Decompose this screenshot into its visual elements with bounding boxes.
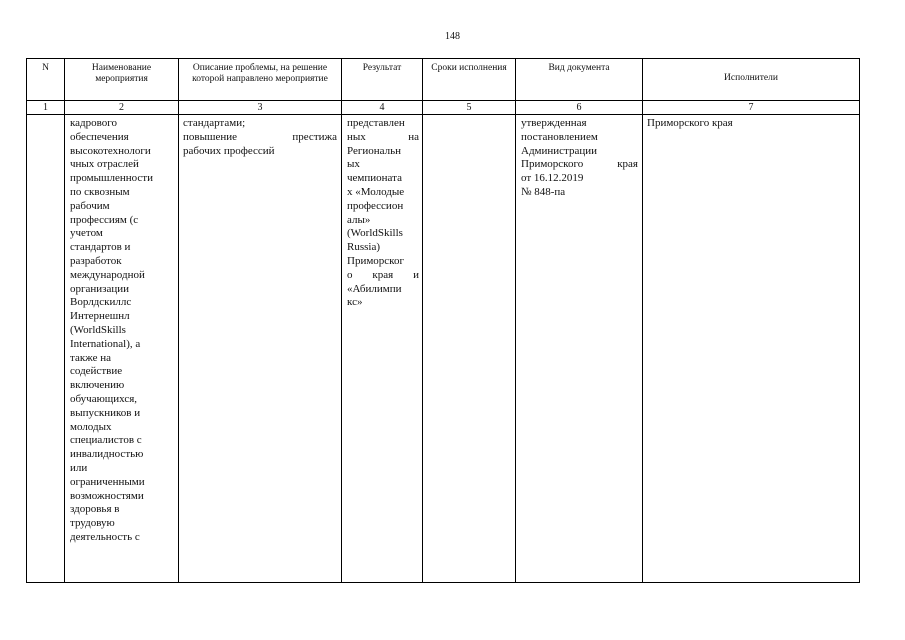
cell-line: ых (347, 158, 360, 171)
column-number: 5 (422, 100, 515, 115)
cell-line: возможностями (70, 489, 144, 502)
executors-cell: Приморского края (642, 115, 860, 583)
header-result: Результат (341, 58, 422, 100)
column-number-row (26, 100, 860, 115)
cell-line: чемпионата (347, 172, 402, 185)
row-number-cell (26, 115, 64, 583)
word: края (372, 268, 394, 281)
word: края (617, 158, 638, 171)
column-number: 1 (26, 100, 64, 115)
cell-line: деятельность с (70, 530, 140, 543)
cell-line: кадрового (70, 117, 118, 129)
cell-line: Приморског (347, 254, 404, 267)
cell-line: разработок (70, 254, 122, 267)
measure-name-cell (64, 115, 178, 583)
cell-line: постановлением (521, 130, 598, 143)
cell-line: высокотехнологи (70, 144, 151, 157)
cell-line (521, 158, 638, 172)
header-number: N (26, 58, 64, 100)
table-row (26, 115, 860, 583)
cell-line: Интернешнл (70, 310, 130, 323)
cell-line: х «Молодые (347, 185, 405, 198)
result-cell (341, 115, 422, 583)
cell-line: содействие (70, 365, 123, 378)
cell-line: также на (70, 351, 112, 364)
cell-line: кс» (347, 296, 363, 309)
cell-line: от 16.12.2019 (521, 172, 584, 185)
cell-line (183, 131, 337, 145)
word: ных (347, 130, 366, 143)
cell-line: включению (70, 379, 125, 392)
cell-line: International), а (70, 337, 141, 350)
cell-line: инвалидностью (70, 448, 144, 461)
cell-line: представлен (347, 117, 405, 129)
measures-table (26, 58, 860, 583)
cell-line: промышленности (70, 172, 153, 185)
column-number: 2 (64, 100, 178, 115)
column-number: 3 (178, 100, 341, 115)
cell-line: утвержденная (521, 117, 587, 129)
cell-line: учетом (70, 227, 103, 240)
cell-line: здоровья в (70, 503, 120, 516)
header-executors: Исполнители (642, 58, 860, 100)
cell-line: международной (70, 268, 145, 281)
cell-line: или (70, 461, 88, 474)
problem-description-cell (178, 115, 341, 583)
cell-line: Ворлдскиллс (70, 296, 132, 309)
cell-line: выпускников и (70, 406, 141, 419)
cell-line: по сквозным (70, 185, 130, 198)
cell-line: чных отраслей (70, 158, 139, 171)
cell-line: Russia) (347, 241, 380, 254)
column-number: 6 (515, 100, 642, 115)
cell-line: стандартов и (70, 241, 131, 254)
word: престижа (292, 130, 337, 143)
cell-line: (WorldSkills (70, 323, 126, 336)
cell-line: трудовую (70, 517, 115, 530)
cell-line: ограниченными (70, 475, 145, 488)
cell-line: организации (70, 282, 130, 295)
word: и (413, 268, 419, 281)
header-measure-name: Наименование мероприятия (64, 58, 178, 100)
table-header-row (26, 58, 860, 100)
cell-line: молодых (70, 420, 112, 433)
cell-line: Администрации (521, 144, 598, 157)
word: повышение (183, 130, 237, 143)
cell-line: № 848-па (521, 185, 566, 198)
page-number: 148 (445, 31, 460, 42)
cell-line: алы» (347, 213, 371, 226)
deadlines-cell (422, 115, 515, 583)
cell-line: Региональн (347, 144, 402, 157)
column-number: 7 (642, 100, 860, 115)
cell-line: стандартами; (183, 117, 246, 129)
cell-line: профессион (347, 199, 404, 212)
cell-line (347, 269, 419, 283)
cell-line: специалистов с (70, 434, 142, 447)
header-deadlines: Сроки исполнения (422, 58, 515, 100)
cell-line: обучающихся, (70, 392, 138, 405)
header-document-type: Вид документа (515, 58, 642, 100)
cell-line: (WorldSkills (347, 227, 403, 240)
cell-line: обеспечения (70, 130, 129, 143)
column-number: 4 (341, 100, 422, 115)
cell-line: профессиям (с (70, 213, 139, 226)
header-problem-description: Описание проблемы, на решение которой направлено мероприятие (178, 58, 341, 100)
word: о (347, 268, 353, 281)
cell-line: рабочих профессий (183, 144, 275, 157)
cell-line: рабочим (70, 199, 110, 212)
word: Приморского (521, 158, 584, 171)
word: на (408, 130, 419, 143)
cell-line (347, 131, 419, 145)
cell-line: «Абилимпи (347, 282, 402, 295)
document-type-cell (515, 115, 642, 583)
